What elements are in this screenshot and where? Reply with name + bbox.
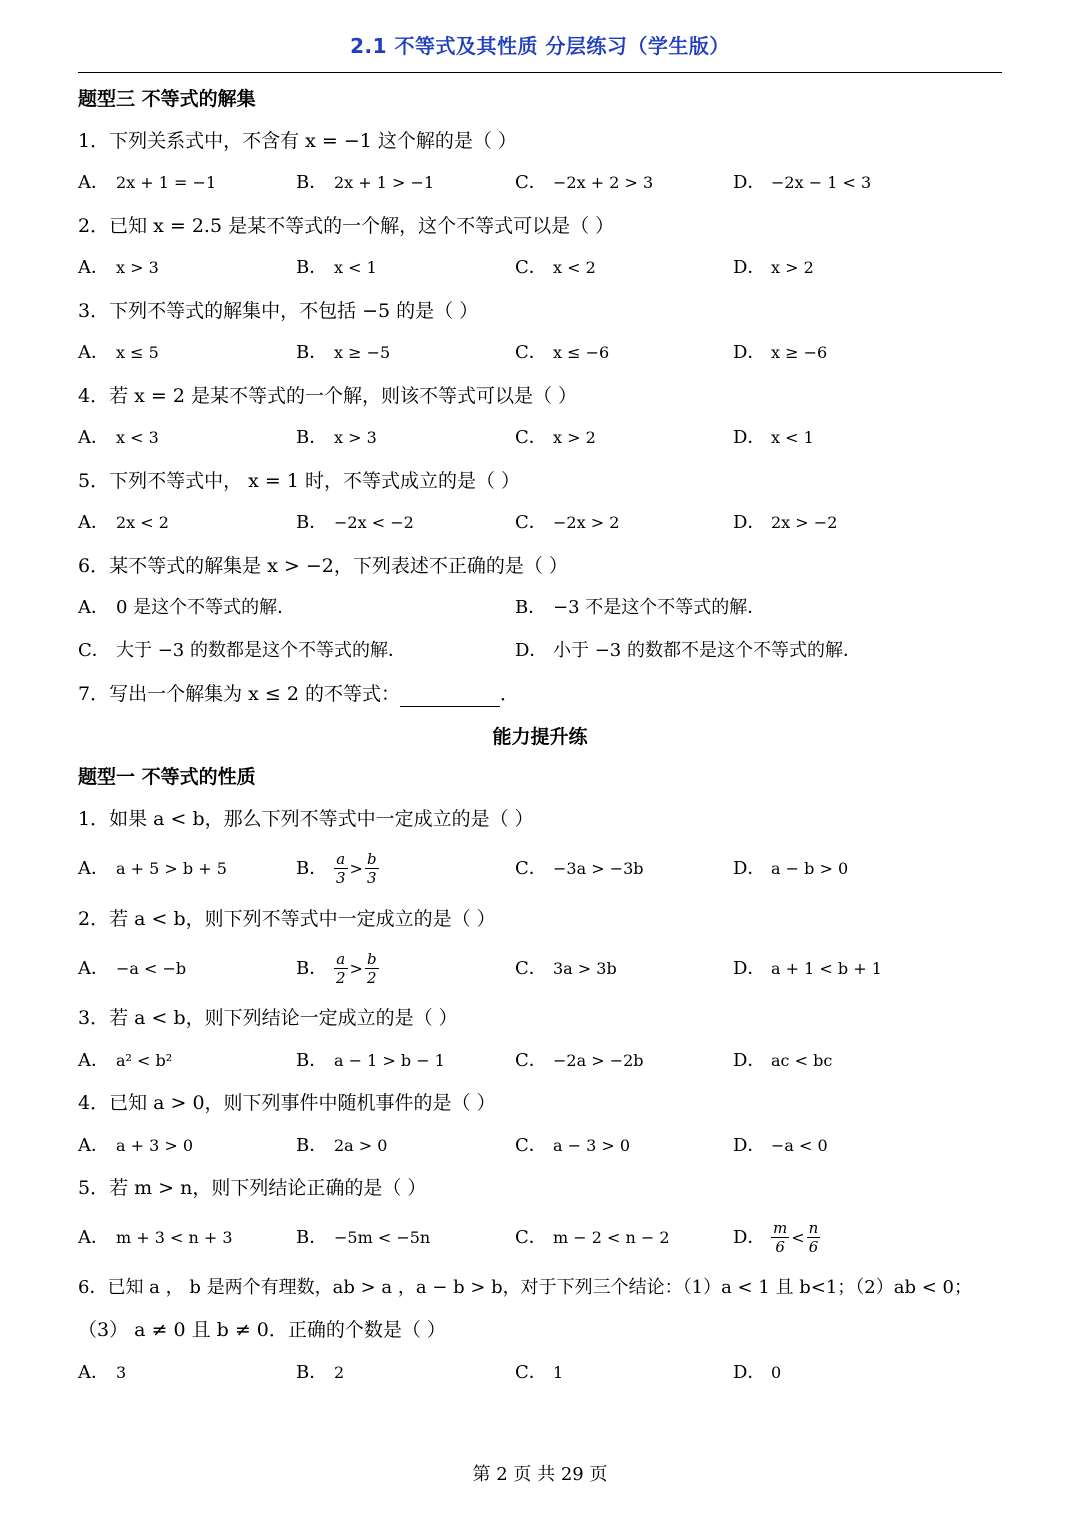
fraction: $\frac{b}{3}$ (366, 850, 377, 887)
p2-question-1-stem: 1．如果 a < b，那么下列不等式中一定成立的是（ ） (78, 808, 534, 830)
answer-blank[interactable] (400, 686, 500, 707)
option-c[interactable]: C． −2x + 2 > 3 (515, 172, 654, 193)
option-c[interactable]: C． −3a > −3b (515, 858, 644, 879)
ability-heading: 能力提升练 (492, 726, 588, 748)
option-a[interactable]: A． a + 3 > 0 (78, 1135, 194, 1156)
option-b[interactable]: B． 2 (296, 1362, 345, 1383)
fraction: $\frac{n}{6}$ (808, 1219, 819, 1256)
option-c[interactable]: C． −2x > 2 (515, 512, 620, 533)
question-7-stem: 7．写出一个解集为 x ≤ 2 的不等式： (78, 683, 400, 705)
option-c[interactable]: C． 大于 −3 的数都是这个不等式的解． (78, 640, 406, 661)
p2-question-6-options (78, 1360, 1002, 1400)
option-b[interactable]: B． x > 3 (296, 427, 377, 448)
option-d[interactable]: D． x > 2 (733, 257, 814, 278)
option-d[interactable]: D． x < 1 (733, 427, 814, 448)
option-d[interactable]: D． ac < bc (733, 1050, 833, 1071)
option-c[interactable]: C． 3a > 3b (515, 958, 617, 979)
p2-question-5-options (78, 1219, 1002, 1265)
p2-question-6-stem-line2: （3） a ≠ 0 且 b ≠ 0．正确的个数是（ ） (78, 1319, 446, 1341)
p2-question-4-stem: 4．已知 a > 0，则下列事件中随机事件的是（ ） (78, 1092, 496, 1114)
option-b[interactable]: B． −3 不是这个不等式的解． (515, 597, 766, 618)
question-4-stem: 4．若 x = 2 是某不等式的一个解，则该不等式可以是（ ） (78, 385, 578, 407)
option-b[interactable]: B． 2x + 1 > −1 (296, 172, 435, 193)
option-d[interactable]: D． a − b > 0 (733, 858, 849, 879)
question-7: 7．写出一个解集为 x ≤ 2 的不等式： ． (78, 683, 519, 705)
option-c[interactable]: C． a − 3 > 0 (515, 1135, 631, 1156)
question-4-options (78, 425, 1002, 465)
option-d[interactable]: D． −2x − 1 < 3 (733, 172, 872, 193)
p2-question-4-options (78, 1133, 1002, 1173)
question-5-stem: 5．下列不等式中， x = 1 时，不等式成立的是（ ） (78, 470, 521, 492)
p2-question-1-options (78, 850, 1002, 896)
question-1-options (78, 170, 1002, 210)
option-a[interactable]: A． 0 是这个不等式的解． (78, 597, 296, 618)
option-d[interactable]: D． $\frac{m}{6}$ < $\frac{n}{6}$ (733, 1219, 819, 1256)
option-b[interactable]: B． a − 1 > b − 1 (296, 1050, 445, 1071)
question-6-options-row2 (78, 638, 1002, 678)
p2-question-3-stem: 3．若 a < b，则下列结论一定成立的是（ ） (78, 1007, 458, 1029)
question-1-stem: 1．下列关系式中，不含有 x = −1 这个解的是（ ） (78, 130, 517, 152)
section-title-solution-set: 题型三 不等式的解集 (78, 88, 256, 110)
option-a[interactable]: A． 2x < 2 (78, 512, 169, 533)
section-title-properties: 题型一 不等式的性质 (78, 766, 256, 788)
page-number-footer: 第 2 页 共 29 页 (472, 1464, 608, 1485)
option-a[interactable]: A． x > 3 (78, 257, 159, 278)
option-b[interactable]: B． 2a > 0 (296, 1135, 388, 1156)
option-c[interactable]: C． x < 2 (515, 257, 596, 278)
option-c[interactable]: C． m − 2 < n − 2 (515, 1227, 670, 1248)
option-d[interactable]: D． 2x > −2 (733, 512, 838, 533)
option-a[interactable]: A． 3 (78, 1362, 127, 1383)
option-c[interactable]: C． −2a > −2b (515, 1050, 644, 1071)
fraction: $\frac{b}{2}$ (366, 950, 377, 987)
question-3-options (78, 340, 1002, 380)
option-c[interactable]: C． x ≤ −6 (515, 342, 610, 363)
option-b[interactable]: B． $\frac{a}{3}$ > $\frac{b}{3}$ (296, 850, 377, 887)
p2-question-6-stem-line1: 6．已知 a ， b 是两个有理数，ab > a ，a − b > b，对于下列三个结论：（1）a < 1 且 b<1；（2）ab < 0； (78, 1277, 972, 1298)
question-6-options-row1 (78, 595, 1002, 635)
option-d[interactable]: D． x ≥ −6 (733, 342, 828, 363)
question-6-stem: 6．某不等式的解集是 x > −2，下列表述不正确的是（ ） (78, 555, 568, 577)
p2-question-2-options (78, 950, 1002, 996)
option-b[interactable]: B． x < 1 (296, 257, 377, 278)
option-b[interactable]: B． $\frac{a}{2}$ > $\frac{b}{2}$ (296, 950, 377, 987)
option-c[interactable]: C． x > 2 (515, 427, 596, 448)
p2-question-3-options (78, 1048, 1002, 1088)
p2-question-2-stem: 2．若 a < b，则下列不等式中一定成立的是（ ） (78, 908, 496, 930)
option-a[interactable]: A． x ≤ 5 (78, 342, 159, 363)
question-2-options (78, 255, 1002, 295)
option-b[interactable]: B． −5m < −5n (296, 1227, 431, 1248)
option-b[interactable]: B． x ≥ −5 (296, 342, 391, 363)
option-a[interactable]: A． a + 5 > b + 5 (78, 858, 227, 879)
option-a[interactable]: A． 2x + 1 = −1 (78, 172, 217, 193)
option-d[interactable]: D． −a < 0 (733, 1135, 828, 1156)
question-2-stem: 2．已知 x = 2.5 是某不等式的一个解，这个不等式可以是（ ） (78, 215, 615, 237)
option-a[interactable]: A． a² < b² (78, 1050, 173, 1071)
question-5-options (78, 510, 1002, 550)
option-a[interactable]: A． m + 3 < n + 3 (78, 1227, 233, 1248)
option-d[interactable]: D． 0 (733, 1362, 782, 1383)
option-a[interactable]: A． −a < −b (78, 958, 187, 979)
fraction: $\frac{a}{3}$ (336, 850, 346, 887)
option-b[interactable]: B． −2x < −2 (296, 512, 414, 533)
option-c[interactable]: C． 1 (515, 1362, 564, 1383)
header-divider (78, 72, 1002, 73)
option-a[interactable]: A． x < 3 (78, 427, 159, 448)
option-d[interactable]: D． 小于 −3 的数都不是这个不等式的解． (515, 640, 861, 661)
fraction: $\frac{m}{6}$ (773, 1219, 788, 1256)
p2-question-5-stem: 5．若 m > n，则下列结论正确的是（ ） (78, 1177, 427, 1199)
fraction: $\frac{a}{2}$ (336, 950, 346, 987)
option-d[interactable]: D． a + 1 < b + 1 (733, 958, 882, 979)
question-3-stem: 3．下列不等式的解集中，不包括 −5 的是（ ） (78, 300, 479, 322)
page-header-title: 2.1 不等式及其性质 分层练习（学生版） (350, 34, 730, 58)
